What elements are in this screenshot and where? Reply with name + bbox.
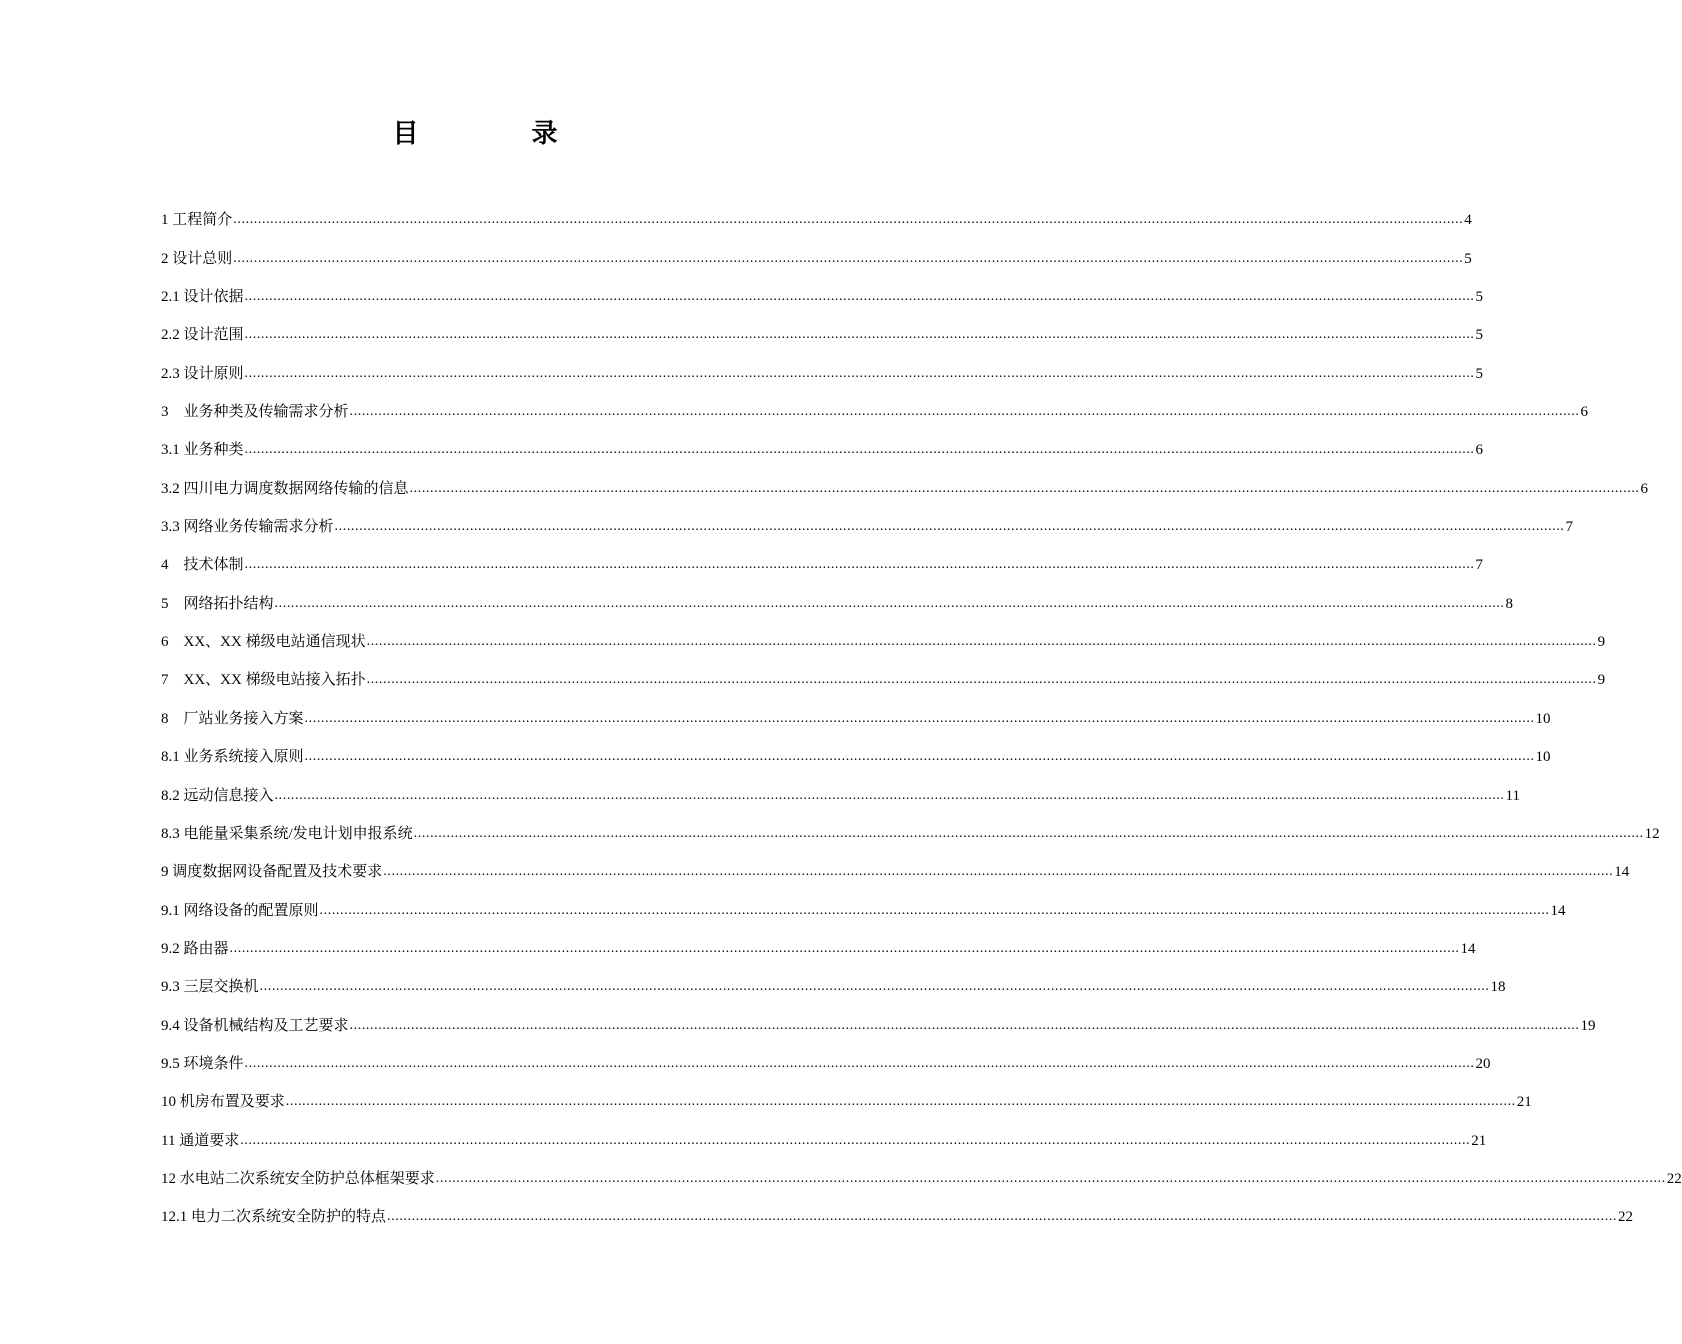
toc-entry[interactable]	[161, 546, 1484, 584]
toc-leader-dots: ............................................................................................................................................................................................................................................................................................................	[383, 864, 1614, 880]
toc-entry-label: 3 业务种类及传输需求分析	[161, 404, 349, 421]
toc-entry-label: 2.1 设计依据	[161, 289, 244, 306]
toc-entry-page: 5	[1475, 327, 1484, 344]
toc-entry-page: 10	[1535, 710, 1551, 727]
toc-entry-page: 9	[1597, 672, 1606, 689]
toc-leader-dots: ............................................................................................................................................................................................................................................................................................................	[409, 480, 1640, 496]
toc-entry-page: 6	[1640, 480, 1649, 497]
toc-entry[interactable]	[161, 354, 1484, 392]
toc-entry-label: 2.3 设计原则	[161, 365, 244, 382]
toc-entry-label: 2.2 设计范围	[161, 327, 244, 344]
toc-entry[interactable]	[161, 1198, 1634, 1236]
toc-entry-page: 19	[1580, 1017, 1596, 1034]
toc-leader-dots: ............................................................................................................................................................................................................................................................................................................	[274, 787, 1505, 803]
table-of-contents	[161, 201, 1682, 1236]
toc-entry[interactable]	[161, 239, 1472, 277]
toc-leader-dots: ............................................................................................................................................................................................................................................................................................................	[259, 979, 1490, 995]
toc-entry[interactable]	[161, 1045, 1491, 1083]
toc-leader-dots: ............................................................................................................................................................................................................................................................................................................	[244, 1055, 1475, 1071]
toc-leader-dots: ............................................................................................................................................................................................................................................................................................................	[244, 327, 1475, 343]
toc-leader-dots: ............................................................................................................................................................................................................................................................................................................	[244, 289, 1475, 305]
toc-leader-dots: ............................................................................................................................................................................................................................................................................................................	[435, 1170, 1666, 1186]
toc-entry-page: 18	[1490, 979, 1506, 996]
toc-entry-label: 6 XX、XX 梯级电站通信现状	[161, 634, 366, 651]
toc-entry-page: 12	[1644, 825, 1660, 842]
toc-leader-dots: ............................................................................................................................................................................................................................................................................................................	[285, 1094, 1516, 1110]
toc-leader-dots: ............................................................................................................................................................................................................................................................................................................	[244, 365, 1475, 381]
toc-leader-dots: ............................................................................................................................................................................................................................................................................................................	[413, 825, 1644, 841]
toc-entry[interactable]	[161, 393, 1589, 431]
toc-entry-label: 1 工程简介	[161, 212, 233, 229]
toc-entry-label: 3.2 四川电力调度数据网络传输的信息	[161, 480, 409, 497]
toc-entry[interactable]	[161, 699, 1551, 737]
toc-entry[interactable]	[161, 623, 1606, 661]
toc-entry[interactable]	[161, 815, 1660, 853]
toc-leader-dots: ............................................................................................................................................................................................................................................................................................................	[334, 519, 1565, 535]
toc-entry[interactable]	[161, 1083, 1532, 1121]
toc-leader-dots: ............................................................................................................................................................................................................................................................................................................	[387, 1209, 1618, 1225]
toc-entry-label: 3.3 网络业务传输需求分析	[161, 519, 334, 536]
toc-entry-page: 14	[1614, 864, 1630, 881]
toc-entry-page: 5	[1475, 365, 1484, 382]
toc-entry[interactable]	[161, 853, 1630, 891]
toc-entry-page: 6	[1580, 404, 1589, 421]
toc-entry[interactable]	[161, 201, 1472, 239]
toc-entry-label: 9.4 设备机械结构及工艺要求	[161, 1017, 349, 1034]
toc-entry-page: 9	[1597, 634, 1606, 651]
toc-entry-label: 5 网络拓扑结构	[161, 595, 274, 612]
toc-entry-label: 12 水电站二次系统安全防护总体框架要求	[161, 1170, 435, 1187]
toc-entry[interactable]	[161, 316, 1484, 354]
toc-entry[interactable]	[161, 584, 1514, 622]
toc-leader-dots: ............................................................................................................................................................................................................................................................................................................	[349, 404, 1580, 420]
toc-entry-label: 3.1 业务种类	[161, 442, 244, 459]
toc-entry-label: 7 XX、XX 梯级电站接入拓扑	[161, 672, 366, 689]
toc-entry-label: 9.2 路由器	[161, 940, 229, 957]
toc-entry-page: 4	[1464, 212, 1472, 229]
toc-leader-dots: ............................................................................................................................................................................................................................................................................................................	[229, 940, 1460, 956]
toc-entry-page: 11	[1505, 787, 1520, 804]
toc-entry-label: 8.3 电能量采集系统/发电计划申报系统	[161, 825, 413, 842]
toc-entry-page: 14	[1550, 902, 1566, 919]
toc-entry-label: 9 调度数据网设备配置及技术要求	[161, 864, 383, 881]
toc-entry[interactable]	[161, 1006, 1596, 1044]
toc-entry-page: 6	[1475, 442, 1484, 459]
toc-entry[interactable]	[161, 508, 1574, 546]
toc-entry[interactable]	[161, 776, 1520, 814]
toc-leader-dots: ............................................................................................................................................................................................................................................................................................................	[274, 595, 1505, 611]
toc-leader-dots: ............................................................................................................................................................................................................................................................................................................	[349, 1017, 1580, 1033]
toc-leader-dots: ............................................................................................................................................................................................................................................................................................................	[304, 749, 1535, 765]
toc-entry-page: 22	[1618, 1209, 1634, 1226]
toc-entry-label: 2 设计总则	[161, 250, 233, 267]
toc-entry[interactable]	[161, 738, 1551, 776]
toc-leader-dots: ............................................................................................................................................................................................................................................................................................................	[240, 1132, 1471, 1148]
toc-entry-page: 21	[1471, 1132, 1487, 1149]
toc-entry-label: 12.1 电力二次系统安全防护的特点	[161, 1209, 387, 1226]
toc-entry[interactable]	[161, 1160, 1682, 1198]
toc-entry[interactable]	[161, 431, 1484, 469]
toc-entry-page: 7	[1475, 557, 1484, 574]
toc-entry-page: 20	[1475, 1055, 1491, 1072]
toc-entry-page: 22	[1666, 1170, 1682, 1187]
toc-entry-label: 4 技术体制	[161, 557, 244, 574]
toc-entry-page: 8	[1505, 595, 1514, 612]
toc-entry[interactable]	[161, 1121, 1487, 1159]
toc-entry[interactable]	[161, 469, 1649, 507]
page-title: 目 录	[392, 119, 610, 149]
toc-entry-label: 8 厂站业务接入方案	[161, 710, 304, 727]
toc-entry-page: 21	[1516, 1094, 1532, 1111]
toc-entry-page: 5	[1464, 250, 1472, 267]
toc-entry[interactable]	[161, 661, 1606, 699]
toc-entry-page: 7	[1565, 519, 1574, 536]
toc-entry-label: 9.3 三层交换机	[161, 979, 259, 996]
toc-leader-dots: ............................................................................................................................................................................................................................................................................................................	[233, 250, 1464, 266]
toc-entry-page: 14	[1460, 940, 1476, 957]
toc-entry[interactable]	[161, 930, 1476, 968]
toc-entry-label: 9.5 环境条件	[161, 1055, 244, 1072]
toc-entry-page: 5	[1475, 289, 1484, 306]
toc-entry[interactable]	[161, 278, 1484, 316]
toc-entry-label: 8.2 远动信息接入	[161, 787, 274, 804]
toc-entry[interactable]	[161, 891, 1566, 929]
toc-leader-dots: ............................................................................................................................................................................................................................................................................................................	[366, 634, 1597, 650]
toc-leader-dots: ............................................................................................................................................................................................................................................................................................................	[244, 557, 1475, 573]
toc-leader-dots: ............................................................................................................................................................................................................................................................................................................	[319, 902, 1550, 918]
toc-leader-dots: ............................................................................................................................................................................................................................................................................................................	[233, 212, 1464, 228]
toc-entry[interactable]	[161, 968, 1506, 1006]
toc-entry-page: 10	[1535, 749, 1551, 766]
toc-entry-label: 11 通道要求	[161, 1132, 240, 1149]
toc-entry-label: 10 机房布置及要求	[161, 1094, 285, 1111]
toc-leader-dots: ............................................................................................................................................................................................................................................................................................................	[304, 710, 1535, 726]
toc-entry-label: 8.1 业务系统接入原则	[161, 749, 304, 766]
toc-entry-label: 9.1 网络设备的配置原则	[161, 902, 319, 919]
toc-leader-dots: ............................................................................................................................................................................................................................................................................................................	[366, 672, 1597, 688]
toc-leader-dots: ............................................................................................................................................................................................................................................................................................................	[244, 442, 1475, 458]
